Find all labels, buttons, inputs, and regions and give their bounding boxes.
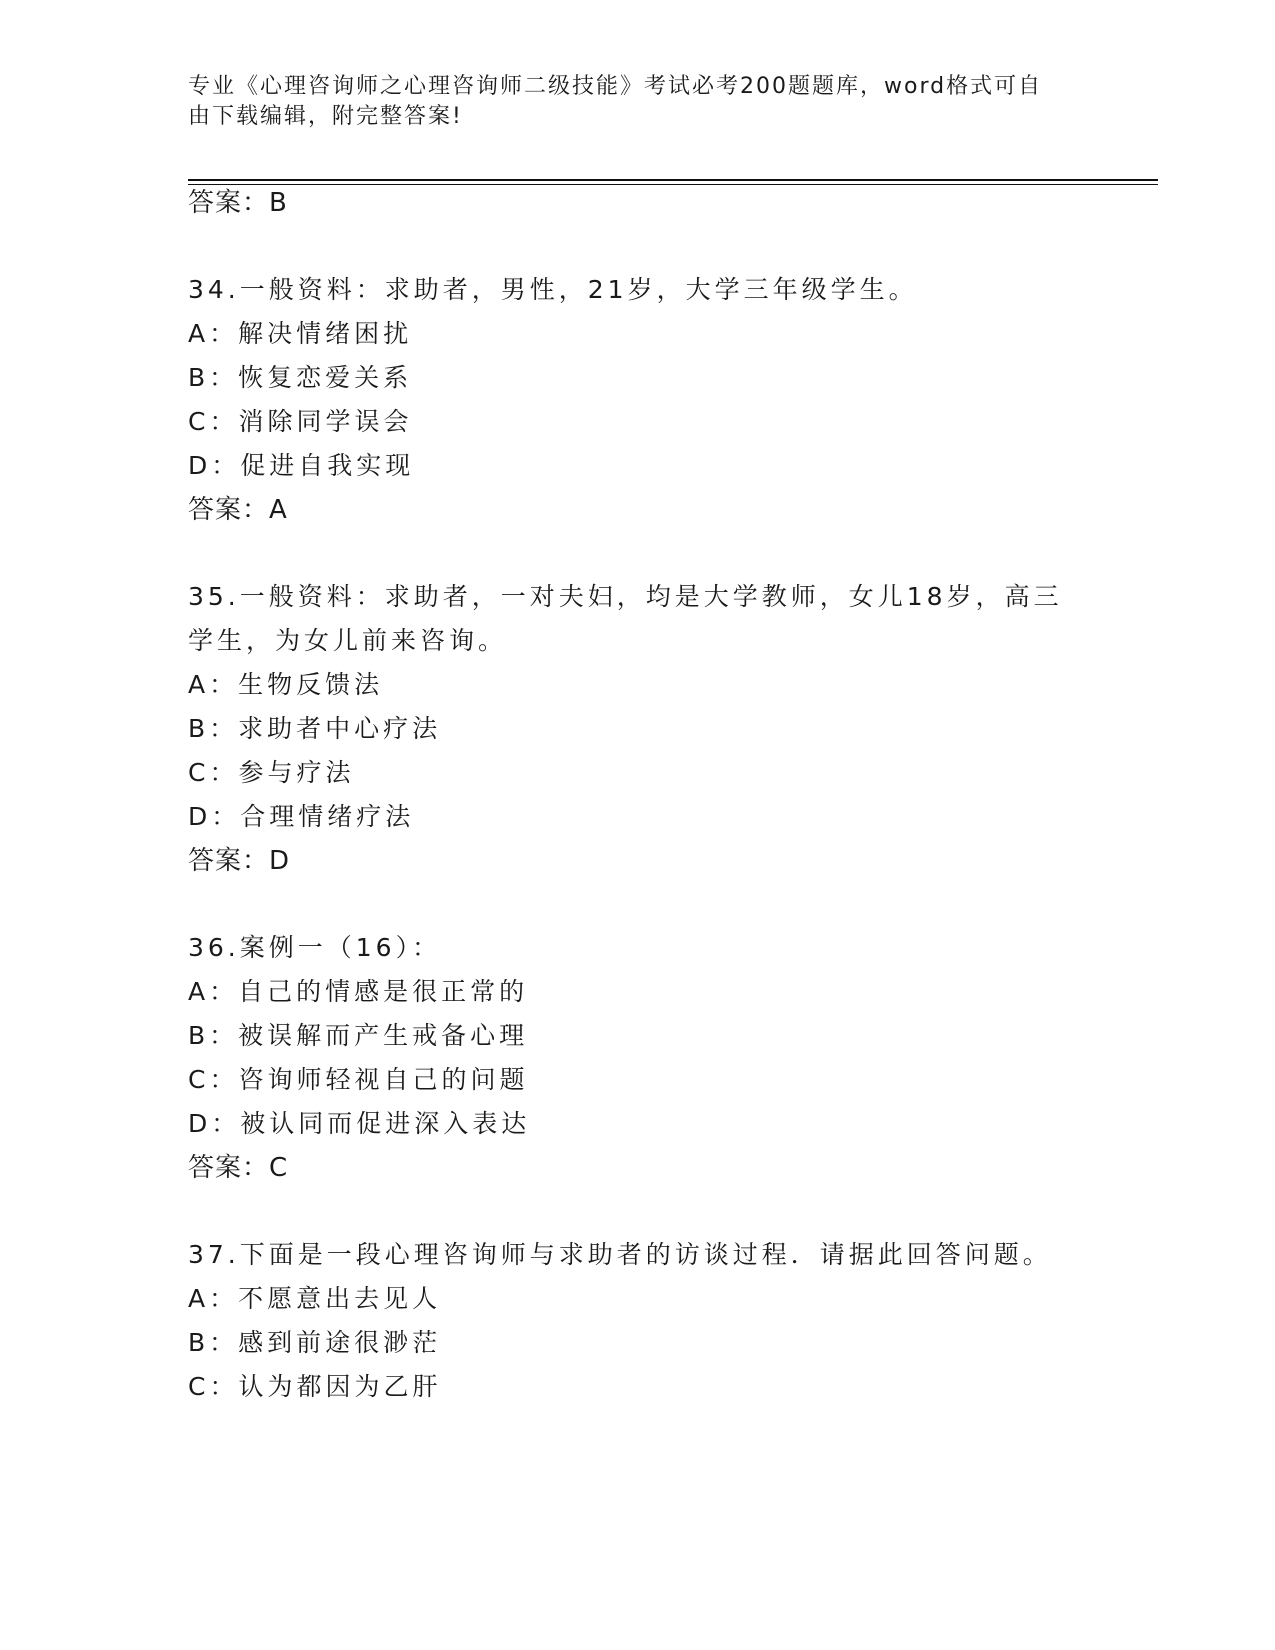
question-36-option-b: B：被误解而产生戒备心理	[188, 1021, 529, 1050]
document-header	[188, 72, 1068, 132]
question-37-text: 37.下面是一段心理咨询师与求助者的访谈过程．请据此回答问题。	[188, 1240, 1052, 1269]
answer-previous: 答案：B	[188, 188, 288, 218]
question-34-option-d: D：促进自我实现	[188, 451, 415, 480]
question-36-option-a: A：自己的情感是很正常的	[188, 977, 529, 1006]
header-line-2: 由下载编辑，附完整答案!	[188, 104, 463, 129]
question-37-option-a: A：不愿意出去见人	[188, 1284, 442, 1313]
question-35-option-c: C：参与疗法	[188, 758, 355, 787]
question-35-option-d: D：合理情绪疗法	[188, 802, 415, 831]
question-36-option-c: C：咨询师轻视自己的问题	[188, 1065, 529, 1094]
question-34-option-c: C：消除同学误会	[188, 407, 413, 436]
question-35-answer: 答案：D	[188, 846, 291, 876]
question-35-text-line-2: 学生，为女儿前来咨询。	[188, 626, 508, 655]
question-34-option-a: A：解决情绪困扰	[188, 319, 413, 348]
question-37-option-b: B：感到前途很渺茫	[188, 1328, 442, 1357]
question-34-answer: 答案：A	[188, 495, 288, 525]
question-35-option-b: B：求助者中心疗法	[188, 714, 442, 743]
question-37-option-c: C：认为都因为乙肝	[188, 1372, 442, 1401]
question-35-option-a: A：生物反馈法	[188, 670, 384, 699]
question-36-option-d: D：被认同而促进深入表达	[188, 1109, 531, 1138]
header-divider	[188, 179, 1158, 185]
question-36-text: 36.案例一（16）：	[188, 933, 442, 962]
header-line-1: 专业《心理咨询师之心理咨询师二级技能》考试必考200题题库，word格式可自	[188, 74, 1043, 99]
question-36-answer: 答案：C	[188, 1153, 289, 1183]
question-35-text-line-1: 35.一般资料：求助者，一对夫妇，均是大学教师，女儿18岁，高三	[188, 582, 1063, 611]
question-34-option-b: B：恢复恋爱关系	[188, 363, 413, 392]
question-34-text: 34.一般资料：求助者，男性，21岁，大学三年级学生。	[188, 275, 918, 304]
